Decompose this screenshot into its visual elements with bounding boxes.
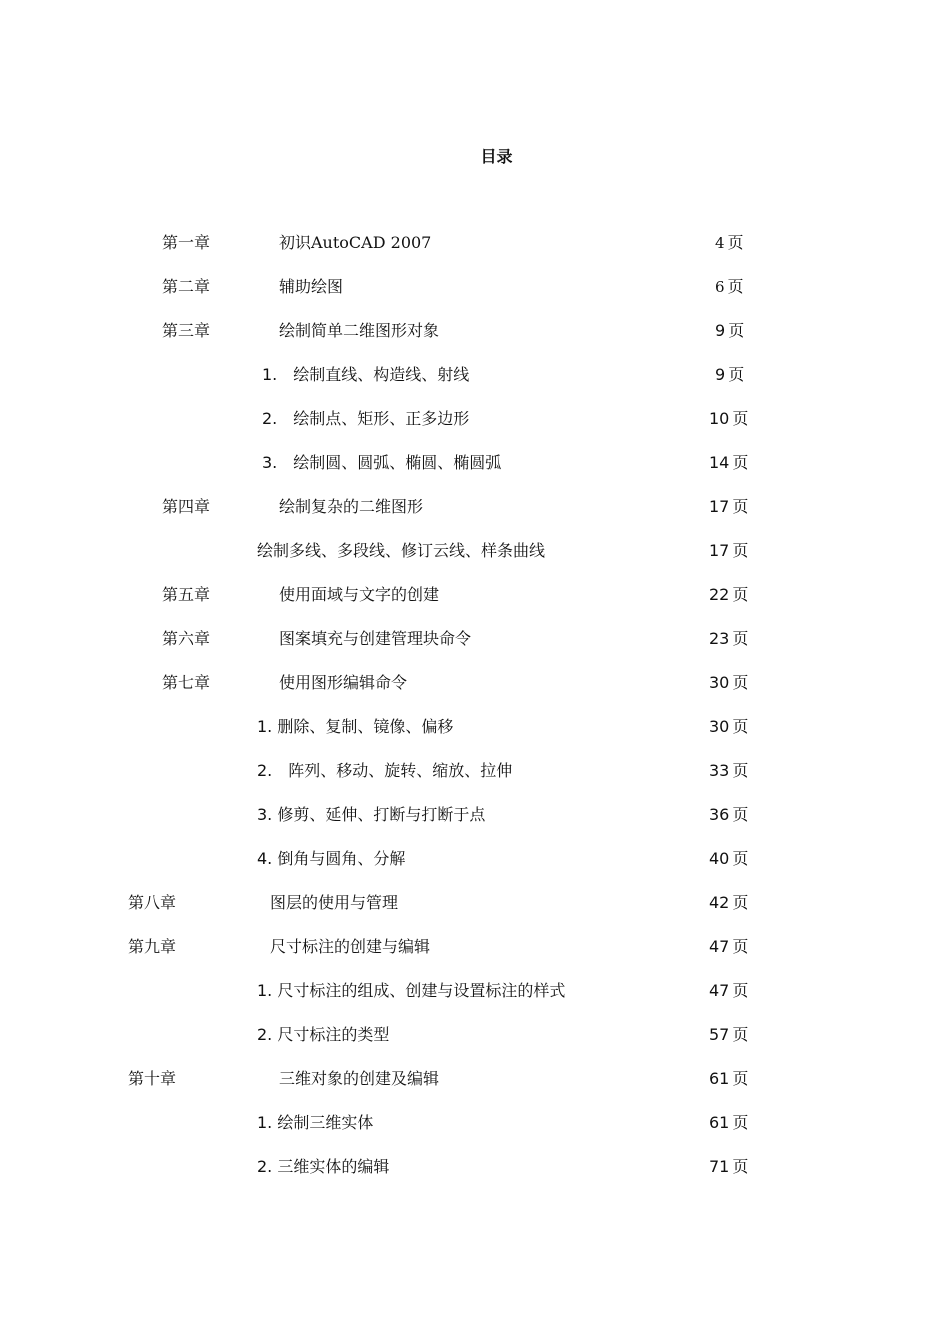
page-unit: 页 xyxy=(732,937,749,956)
toc-page-ref xyxy=(715,320,744,342)
toc-page-ref xyxy=(709,628,748,650)
toc-page-ref xyxy=(709,980,748,1002)
page-unit: 页 xyxy=(732,849,749,868)
toc-page-ref xyxy=(709,1112,748,1134)
toc-entry-title: 图案填充与创建管理块命令 xyxy=(279,629,472,648)
page-unit: 页 xyxy=(732,541,749,560)
toc-entry-title: 2. 尺寸标注的类型 xyxy=(257,1025,390,1044)
page-number: 17 xyxy=(709,497,730,516)
toc-entry-title: 3. 绘制圆、圆弧、椭圆、椭圆弧 xyxy=(262,453,502,472)
toc-page-ref xyxy=(709,848,748,870)
page-unit: 页 xyxy=(732,409,749,428)
toc-entry-title: 初识AutoCAD 2007 xyxy=(279,233,432,252)
page-unit: 页 xyxy=(732,1157,749,1176)
page-number: 47 xyxy=(709,937,730,956)
page-unit: 页 xyxy=(732,805,749,824)
page-number: 9 xyxy=(715,365,726,384)
toc-page-ref xyxy=(715,364,744,386)
page-unit: 页 xyxy=(732,981,749,1000)
toc-entry-title: 3. 修剪、延伸、打断与打断于点 xyxy=(257,805,486,824)
page-unit: 页 xyxy=(732,629,749,648)
toc-entry-title: 辅助绘图 xyxy=(279,277,344,296)
toc-chapter-label: 第三章 xyxy=(162,321,211,340)
page-unit: 页 xyxy=(732,717,749,736)
toc-page-ref xyxy=(709,540,748,562)
page-unit: 页 xyxy=(732,585,749,604)
page-unit: 页 xyxy=(732,761,749,780)
page-unit: 页 xyxy=(728,321,745,340)
toc-chapter-label: 第一章 xyxy=(162,233,211,252)
toc-entry-title: 使用图形编辑命令 xyxy=(279,673,408,692)
toc-page-ref xyxy=(709,716,748,738)
page-unit: 页 xyxy=(732,1113,749,1132)
page-number: 22 xyxy=(709,585,730,604)
toc-entry-title: 1. 绘制直线、构造线、射线 xyxy=(262,365,470,384)
page-number: 61 xyxy=(709,1113,730,1132)
page-title: 目录 xyxy=(480,147,513,166)
page-number: 47 xyxy=(709,981,730,1000)
toc-chapter-label: 第六章 xyxy=(162,629,211,648)
page-number: 42 xyxy=(709,893,730,912)
toc-page-ref xyxy=(709,760,748,782)
page-unit: 页 xyxy=(727,277,744,296)
toc-page-ref xyxy=(709,584,748,606)
toc-entry-title: 1. 绘制三维实体 xyxy=(257,1113,374,1132)
toc-entry-title: 2. 阵列、移动、旋转、缩放、拉伸 xyxy=(257,761,513,780)
toc-page-ref xyxy=(709,1068,748,1090)
toc-chapter-label: 第七章 xyxy=(162,673,211,692)
toc-entry-title: 4. 倒角与圆角、分解 xyxy=(257,849,406,868)
page-number: 61 xyxy=(709,1069,730,1088)
toc-entry-title: 1. 删除、复制、镜像、偏移 xyxy=(257,717,454,736)
toc-chapter-label: 第四章 xyxy=(162,497,211,516)
toc-entry-title: 三维对象的创建及编辑 xyxy=(279,1069,440,1088)
toc-page-ref xyxy=(715,276,744,298)
toc-page-ref xyxy=(709,804,748,826)
toc-entry-title: 2. 三维实体的编辑 xyxy=(257,1157,390,1176)
page-unit: 页 xyxy=(728,365,745,384)
page-number: 17 xyxy=(709,541,730,560)
toc-page-ref xyxy=(709,452,748,474)
toc-page-ref xyxy=(709,936,748,958)
toc-page-ref xyxy=(709,1156,748,1178)
toc-chapter-label: 第二章 xyxy=(162,277,211,296)
toc-page-ref xyxy=(709,408,748,430)
page-number: 30 xyxy=(709,673,730,692)
toc-entry-title: 绘制简单二维图形对象 xyxy=(279,321,440,340)
toc-chapter-label: 第五章 xyxy=(162,585,211,604)
page-unit: 页 xyxy=(727,233,744,252)
page-unit: 页 xyxy=(732,673,749,692)
page-unit: 页 xyxy=(732,893,749,912)
page-number: 14 xyxy=(709,453,730,472)
page-unit: 页 xyxy=(732,1069,749,1088)
page-unit: 页 xyxy=(732,453,749,472)
toc-page-ref xyxy=(709,892,748,914)
toc-entry-title: 绘制多线、多段线、修订云线、样条曲线 xyxy=(257,541,546,560)
page-number: 57 xyxy=(709,1025,730,1044)
page-number: 6 xyxy=(715,278,725,296)
page-number: 30 xyxy=(709,717,730,736)
toc-entry-title: 图层的使用与管理 xyxy=(270,893,399,912)
toc-entry-title: 2. 绘制点、矩形、正多边形 xyxy=(262,409,470,428)
toc-page-ref xyxy=(709,672,748,694)
page-number: 9 xyxy=(715,321,726,340)
page-number: 4 xyxy=(715,234,725,252)
page-unit: 页 xyxy=(732,1025,749,1044)
toc-entry-title: 尺寸标注的创建与编辑 xyxy=(270,937,431,956)
page-number: 23 xyxy=(709,629,730,648)
page-number: 36 xyxy=(709,805,730,824)
page-number: 33 xyxy=(709,761,730,780)
toc-chapter-label: 第十章 xyxy=(128,1069,177,1088)
toc-entry-title: 绘制复杂的二维图形 xyxy=(279,497,424,516)
toc-page-ref xyxy=(709,1024,748,1046)
page-number: 40 xyxy=(709,849,730,868)
toc-entry-title: 1. 尺寸标注的组成、创建与设置标注的样式 xyxy=(257,981,566,1000)
toc-page-ref xyxy=(709,496,748,518)
page-number: 10 xyxy=(709,409,730,428)
page-unit: 页 xyxy=(732,497,749,516)
toc-entry-title: 使用面域与文字的创建 xyxy=(279,585,440,604)
toc-chapter-label: 第八章 xyxy=(128,893,177,912)
page-number: 71 xyxy=(709,1157,730,1176)
toc-page-ref xyxy=(715,232,744,254)
toc-chapter-label: 第九章 xyxy=(128,937,177,956)
